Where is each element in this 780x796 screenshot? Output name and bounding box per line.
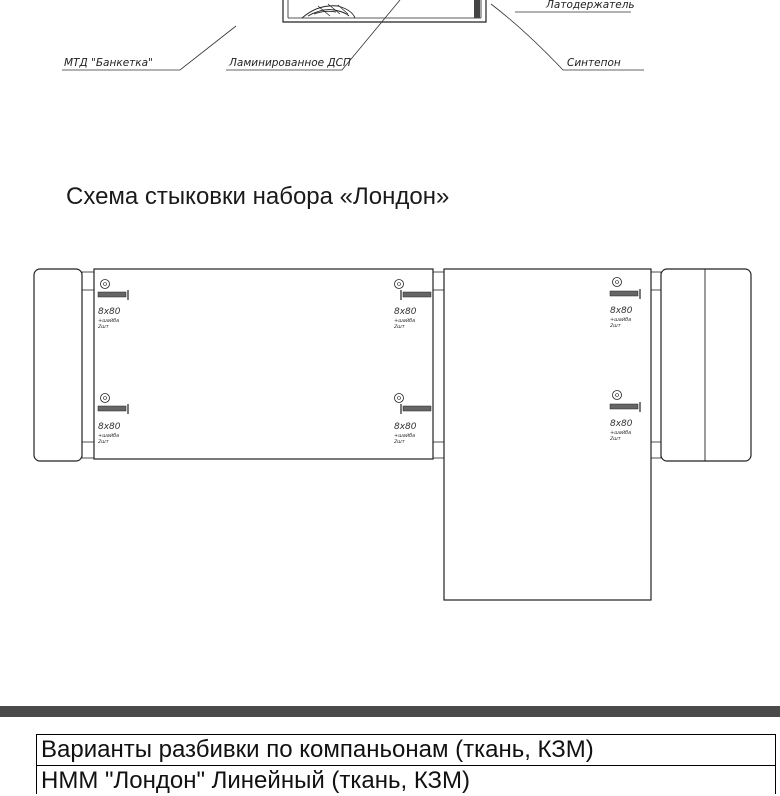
- connector-washer: +шайба: [98, 318, 120, 324]
- callout-sintepon: Синтепон: [567, 57, 621, 69]
- connector-qty: 2шт: [394, 439, 405, 445]
- springs-block: [302, 4, 355, 18]
- connector-size: 8x80: [98, 422, 121, 432]
- connector-bolt: [98, 280, 128, 331]
- connector-qty: 2шт: [98, 439, 109, 445]
- middle-connector-strip: [433, 272, 444, 458]
- connector-size: 8x80: [610, 306, 633, 316]
- right-armrest: [661, 269, 751, 461]
- connector-size: 8x80: [394, 307, 417, 317]
- callout-holder: Латодержатель: [546, 0, 635, 11]
- left-armrest: [34, 269, 82, 461]
- middle-section: [94, 269, 433, 459]
- right-connector-strip: [651, 272, 661, 458]
- connector-qty: 2шт: [610, 323, 621, 329]
- connector-qty: 2шт: [98, 324, 109, 330]
- section-divider: [0, 706, 780, 717]
- connector-bolt: [98, 394, 128, 446]
- connector-size: 8x80: [98, 307, 121, 317]
- table-header: Варианты разбивки по компаньонам (ткань, КЗМ): [37, 734, 775, 765]
- connector-bolt: [394, 280, 431, 331]
- connector-washer: +шайба: [610, 317, 632, 323]
- connector-bolt: [610, 278, 640, 330]
- connector-washer: +шайба: [98, 433, 120, 439]
- connector-washer: +шайба: [394, 433, 416, 439]
- connector-size: 8x80: [394, 422, 417, 432]
- connector-washer: +шайба: [394, 318, 416, 324]
- left-connector-strip: [82, 272, 94, 458]
- connector-washer: +шайба: [610, 430, 632, 436]
- connector-bolt: [610, 391, 640, 443]
- connector-size: 8x80: [610, 419, 633, 429]
- connector-bolt: [394, 394, 431, 446]
- page-title: Схема стыковки набора «Лондон»: [66, 183, 450, 210]
- connector-qty: 2шт: [610, 436, 621, 442]
- variants-table: [36, 734, 776, 794]
- callout-mtd: МТД "Банкетка": [64, 57, 153, 69]
- callout-dsp: Ламинированное ДСП: [229, 57, 351, 69]
- connector-qty: 2шт: [394, 324, 405, 330]
- set-plan: [34, 269, 751, 600]
- table-row: НММ "Лондон" Линейный (ткань, КЗМ): [37, 765, 775, 796]
